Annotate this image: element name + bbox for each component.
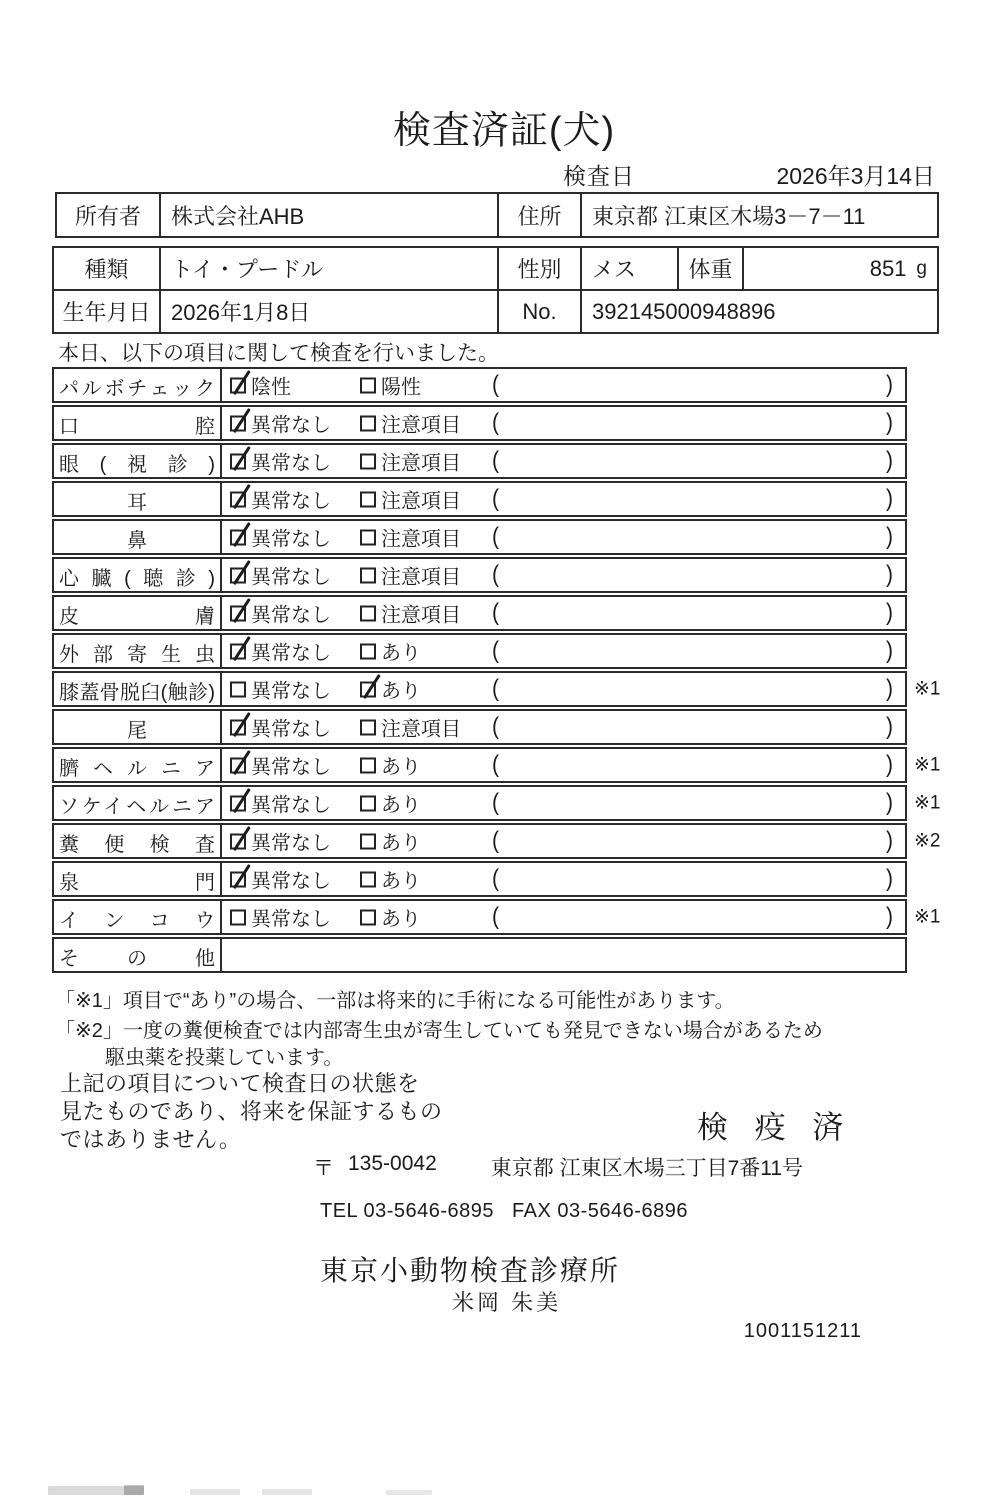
close-paren: ) [886, 675, 893, 702]
document-number: 1001151211 [743, 1320, 862, 1342]
option-2 [360, 599, 461, 628]
option1-label: 異常なし [251, 490, 331, 513]
inspection-date-value: 2026年3月14日 [776, 163, 935, 189]
checklist-row [52, 671, 941, 707]
option-2 [360, 561, 461, 590]
option2-label: あり [381, 832, 421, 855]
close-paren: ) [886, 523, 893, 550]
weight-value: 851 [869, 255, 907, 281]
disclaimer-line-1: 上記の項目について検査日の状態を [60, 1071, 420, 1096]
checklist-row [52, 937, 907, 973]
checklist-row [52, 633, 907, 669]
close-paren: ) [886, 447, 893, 474]
checklist-row-content [222, 521, 905, 553]
checklist-row [52, 481, 907, 517]
number-label: No. [497, 291, 580, 332]
close-paren: ) [886, 637, 893, 664]
checkmark-icon [233, 560, 251, 585]
option-1 [230, 637, 331, 666]
checkmark-icon [233, 826, 251, 851]
checkbox-option1 [230, 719, 246, 735]
checkbox-option1 [230, 909, 246, 925]
checkbox-option2 [360, 567, 376, 583]
checkbox-option2 [360, 643, 376, 659]
checkbox-option1 [230, 491, 246, 507]
option2-label: あり [381, 680, 421, 703]
option2-label: 注意項目 [381, 604, 461, 627]
option-1 [230, 371, 291, 400]
checkmark-icon [233, 370, 251, 395]
checklist-row [52, 443, 907, 479]
option1-label: 異常なし [251, 718, 331, 741]
disclaimer-line-3: ではありません。 [60, 1127, 242, 1152]
option-1 [230, 599, 331, 628]
clinic-name: 東京小動物検査診療所 [320, 1255, 621, 1286]
checkmark-icon [233, 484, 251, 509]
scan-artifact [386, 1490, 432, 1495]
option-1 [230, 865, 331, 894]
footnote-2-line1: 「※2」一度の糞便検査では内部寄生虫が寄生していても発見できない場合があるため [55, 1020, 823, 1042]
checkmark-icon [233, 522, 251, 547]
checklist-row-content [222, 711, 905, 743]
checkbox-option1 [230, 605, 246, 621]
option1-label: 異常なし [251, 604, 331, 627]
open-paren: ( [492, 485, 499, 512]
checklist-item-label: 外部寄生虫 [54, 635, 222, 667]
animal-table-row-2 [54, 289, 937, 332]
checkbox-option1 [230, 795, 246, 811]
checklist-row-content [222, 635, 905, 667]
owner-table [55, 192, 939, 238]
owner-value: 株式会社AHB [159, 194, 497, 236]
option-1 [230, 409, 331, 438]
checklist-item-label: 眼(視診) [54, 445, 222, 477]
option2-label: 注意項目 [381, 414, 461, 437]
checkbox-option2 [360, 415, 376, 431]
option-2 [360, 789, 421, 818]
open-paren: ( [492, 789, 499, 816]
checkbox-option1 [230, 643, 246, 659]
checklist-row-content [222, 863, 905, 895]
checkbox-option1 [230, 757, 246, 773]
checklist-row-content [222, 483, 905, 515]
breed-value: トイ・プードル [159, 248, 497, 289]
checklist-row-content [222, 597, 905, 629]
close-paren: ) [886, 599, 893, 626]
birthdate-value: 2026年1月8日 [159, 291, 497, 332]
option-2 [360, 865, 421, 894]
checklist-rows [52, 367, 941, 973]
checklist-item-label: その他 [54, 939, 222, 971]
checklist-row [52, 785, 941, 821]
open-paren: ( [492, 523, 499, 550]
option-2 [360, 485, 461, 514]
option2-label: 注意項目 [381, 452, 461, 475]
footnote-mark: ※1 [914, 792, 941, 814]
option2-label: 注意項目 [381, 566, 461, 589]
checklist-item-label: 皮膚 [54, 597, 222, 629]
checkbox-option1 [230, 871, 246, 887]
checklist-row [52, 595, 907, 631]
option1-label: 異常なし [251, 832, 331, 855]
clinic-tel-line [320, 1200, 688, 1223]
open-paren: ( [492, 599, 499, 626]
checklist-row [52, 899, 941, 935]
checklist-row [52, 709, 907, 745]
checkbox-option2 [360, 909, 376, 925]
checklist-row [52, 367, 907, 403]
intro-text: 本日、以下の項目に関して検査を行いました。 [58, 342, 499, 365]
checkbox-option1 [230, 415, 246, 431]
option-2 [360, 637, 421, 666]
option-2 [360, 713, 461, 742]
checklist-item-label: 鼻 [54, 521, 222, 553]
checklist-row-content [222, 939, 905, 971]
checkmark-icon [233, 750, 251, 775]
checkmark-icon [233, 446, 251, 471]
close-paren: ) [886, 751, 893, 778]
checklist-row [52, 557, 907, 593]
close-paren: ) [886, 409, 893, 436]
checklist-item-label: 口腔 [54, 407, 222, 439]
inspection-date-label: 検査日 [563, 163, 635, 189]
open-paren: ( [492, 903, 499, 930]
checkmark-icon [233, 788, 251, 813]
number-value: 392145000948896 [580, 291, 937, 332]
checklist-row-content [222, 559, 905, 591]
scan-artifact [124, 1485, 144, 1495]
clinic-tel: TEL 03-5646-6895 [320, 1200, 495, 1222]
checklist-row [52, 823, 941, 859]
open-paren: ( [492, 561, 499, 588]
footnote-1: 「※1」項目で“あり”の場合、一部は将来的に手術になる可能性があります。 [55, 990, 735, 1012]
checklist-item-label: 膝蓋骨脱臼(触診) [54, 673, 222, 705]
close-paren: ) [886, 485, 893, 512]
postal-mark-icon: 〒 [313, 1157, 334, 1180]
option1-label: 異常なし [251, 794, 331, 817]
footnote-2-line2: 駆虫薬を投薬しています。 [105, 1047, 344, 1069]
open-paren: ( [492, 637, 499, 664]
checkbox-option1 [230, 567, 246, 583]
checklist-row [52, 519, 907, 555]
animal-table [52, 246, 939, 334]
page-title: 検査済証(犬) [392, 110, 616, 152]
sex-value: メス [580, 248, 677, 289]
option-2 [360, 751, 421, 780]
option-2 [360, 409, 461, 438]
checkbox-option2 [360, 529, 376, 545]
close-paren: ) [886, 789, 893, 816]
option-1 [230, 675, 331, 704]
disclaimer-line-2: 見たものであり、将来を保証するもの [60, 1099, 443, 1124]
option1-label: 異常なし [251, 566, 331, 589]
checkbox-option1 [230, 453, 246, 469]
open-paren: ( [492, 865, 499, 892]
checklist-row-content [222, 825, 905, 857]
option1-label: 陰性 [251, 376, 291, 399]
address-label: 住所 [497, 194, 580, 236]
scan-artifact [262, 1489, 312, 1495]
checklist-item-label: 糞便検査 [54, 825, 222, 857]
open-paren: ( [492, 827, 499, 854]
weight-label: 体重 [677, 248, 742, 289]
checklist-row [52, 405, 907, 441]
option2-label: あり [381, 908, 421, 931]
checkbox-option2 [360, 605, 376, 621]
address-value: 東京都 江東区木場3－7－11 [580, 194, 937, 236]
close-paren: ) [886, 561, 893, 588]
birthdate-label: 生年月日 [62, 300, 151, 325]
option-1 [230, 827, 331, 856]
option-1 [230, 713, 331, 742]
checklist-item-label: インコウ [54, 901, 222, 933]
open-paren: ( [492, 713, 499, 740]
option1-label: 異常なし [251, 680, 331, 703]
checkbox-option2 [360, 681, 376, 697]
checkbox-option1 [230, 681, 246, 697]
option2-label: あり [381, 870, 421, 893]
open-paren: ( [492, 675, 499, 702]
checkbox-option2 [360, 377, 376, 393]
disclaimer-text [60, 1070, 443, 1154]
option-1 [230, 561, 331, 590]
option2-label: あり [381, 756, 421, 779]
owner-label: 所有者 [74, 203, 141, 229]
close-paren: ) [886, 713, 893, 740]
weight-unit: g [916, 257, 927, 279]
animal-table-row-1 [54, 248, 937, 289]
option2-label: 陽性 [381, 376, 421, 399]
checkbox-option1 [230, 833, 246, 849]
checklist-item-label: 耳 [54, 483, 222, 515]
checklist-row-content [222, 407, 905, 439]
close-paren: ) [886, 827, 893, 854]
option-1 [230, 447, 331, 476]
checkmark-icon [233, 408, 251, 433]
checklist-row [52, 747, 941, 783]
option-1 [230, 523, 331, 552]
option2-label: 注意項目 [381, 528, 461, 551]
option-1 [230, 485, 331, 514]
checklist-row [52, 861, 907, 897]
checkmark-icon [363, 674, 381, 699]
checklist-item-label: 心臓(聴診) [54, 559, 222, 591]
footnote-mark: ※1 [914, 678, 941, 700]
checklist-item-label: 臍ヘルニア [54, 749, 222, 781]
breed-label: 種類 [84, 257, 129, 282]
checkbox-option2 [360, 491, 376, 507]
checkbox-option2 [360, 719, 376, 735]
option-1 [230, 789, 331, 818]
option-2 [360, 675, 421, 704]
open-paren: ( [492, 447, 499, 474]
clinic-person-name: 米岡 朱美 [452, 1290, 562, 1315]
checkmark-icon [233, 598, 251, 623]
checklist-row-content [222, 445, 905, 477]
footnote-mark: ※1 [914, 906, 941, 928]
option-1 [230, 903, 331, 932]
scan-artifact [190, 1489, 240, 1495]
checkmark-icon [233, 712, 251, 737]
quarantine-stamp: 検 疫 済 [697, 1110, 853, 1145]
checkbox-option2 [360, 871, 376, 887]
option2-label: 注意項目 [381, 718, 461, 741]
footnote-mark: ※1 [914, 754, 941, 776]
checkbox-option2 [360, 795, 376, 811]
checklist-item-label: 泉門 [54, 863, 222, 895]
option-1 [230, 751, 331, 780]
option2-label: 注意項目 [381, 490, 461, 513]
checkbox-option2 [360, 833, 376, 849]
checklist-table [52, 367, 941, 975]
open-paren: ( [492, 371, 499, 398]
checklist-item-label: ソケイヘルニア [54, 787, 222, 819]
close-paren: ) [886, 903, 893, 930]
checklist-item-label: パルボチェック [54, 369, 222, 401]
owner-table-row [57, 194, 937, 236]
close-paren: ) [886, 865, 893, 892]
close-paren: ) [886, 371, 893, 398]
option2-label: あり [381, 794, 421, 817]
option-2 [360, 903, 421, 932]
option-2 [360, 447, 461, 476]
open-paren: ( [492, 409, 499, 436]
checklist-item-label: 尾 [54, 711, 222, 743]
option1-label: 異常なし [251, 908, 331, 931]
postal-code: 135-0042 [348, 1152, 437, 1175]
weight-value-cell [742, 248, 937, 289]
open-paren: ( [492, 751, 499, 778]
clinic-fax: FAX 03-5646-6896 [512, 1200, 688, 1222]
clinic-address-line [313, 1152, 803, 1182]
option2-label: あり [381, 642, 421, 665]
checkbox-option1 [230, 377, 246, 393]
clinic-address: 東京都 江東区木場三丁目7番11号 [490, 1157, 804, 1180]
checklist-row-content [222, 787, 905, 819]
footnote-mark: ※2 [914, 830, 941, 852]
option1-label: 異常なし [251, 452, 331, 475]
checklist-row-content [222, 673, 905, 705]
spacer [451, 1152, 477, 1182]
checkmark-icon [233, 636, 251, 661]
checkbox-option2 [360, 757, 376, 773]
option1-label: 異常なし [251, 414, 331, 437]
option1-label: 異常なし [251, 528, 331, 551]
option-2 [360, 827, 421, 856]
option-2 [360, 523, 461, 552]
option-2 [360, 371, 421, 400]
checkmark-icon [233, 864, 251, 889]
checkbox-option1 [230, 529, 246, 545]
sex-label: 性別 [497, 248, 580, 289]
checkbox-option2 [360, 453, 376, 469]
checklist-row-content [222, 749, 905, 781]
checklist-row-content [222, 901, 905, 933]
option1-label: 異常なし [251, 870, 331, 893]
option1-label: 異常なし [251, 756, 331, 779]
option1-label: 異常なし [251, 642, 331, 665]
checklist-row-content [222, 369, 905, 401]
